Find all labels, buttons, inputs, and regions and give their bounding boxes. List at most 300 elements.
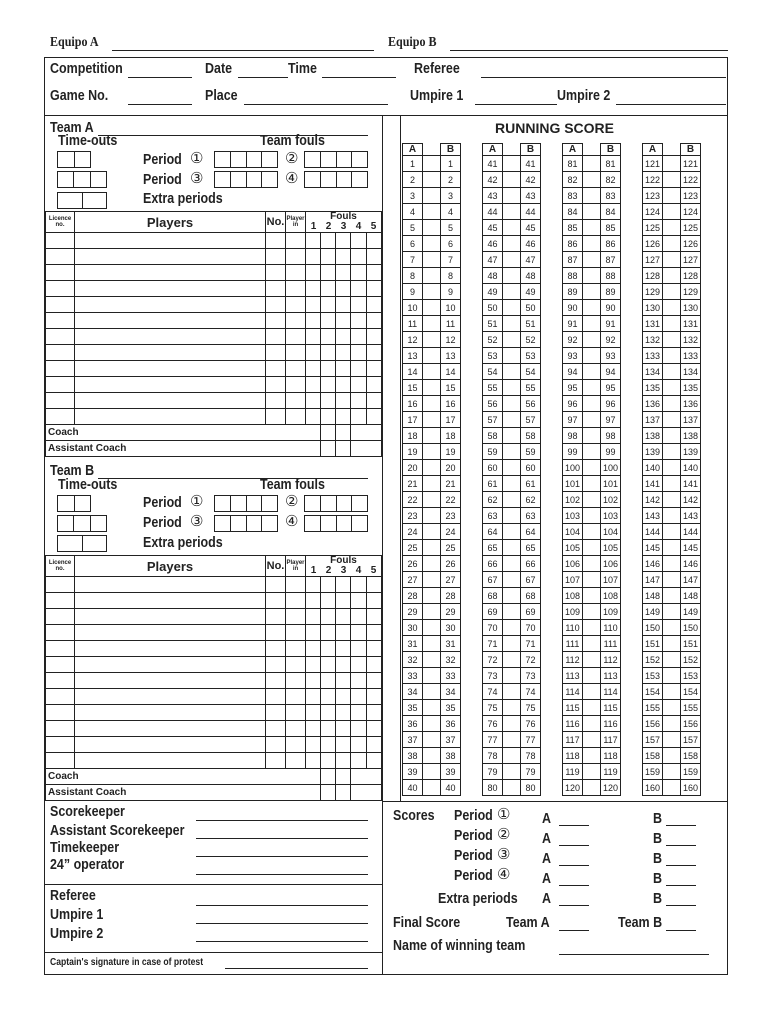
score-a-cell[interactable]: 138: [643, 428, 663, 444]
score-a-cell[interactable]: 7: [403, 252, 423, 268]
player-cell[interactable]: [321, 345, 336, 361]
score-b-cell[interactable]: 39: [441, 764, 461, 780]
score-a-cell[interactable]: 15: [403, 380, 423, 396]
player-cell[interactable]: [75, 393, 266, 409]
score-b-cell[interactable]: 12: [441, 332, 461, 348]
player-cell[interactable]: [75, 689, 266, 705]
score-b-cell[interactable]: 87: [601, 252, 621, 268]
player-cell[interactable]: [266, 625, 286, 641]
score-a-cell[interactable]: 75: [483, 700, 503, 716]
player-cell[interactable]: [75, 721, 266, 737]
player-cell[interactable]: [336, 345, 351, 361]
score-a-cell[interactable]: 47: [483, 252, 503, 268]
player-cell[interactable]: [306, 593, 321, 609]
score-a-field[interactable]: [559, 865, 589, 866]
score-b-cell[interactable]: 115: [601, 700, 621, 716]
player-cell[interactable]: [366, 329, 381, 345]
score-a-cell[interactable]: 93: [563, 348, 583, 364]
score-b-cell[interactable]: 29: [441, 604, 461, 620]
timeout-boxes[interactable]: [57, 171, 107, 188]
score-b-cell[interactable]: 47: [521, 252, 541, 268]
score-a-cell[interactable]: 45: [483, 220, 503, 236]
score-b-cell[interactable]: 25: [441, 540, 461, 556]
score-b-cell[interactable]: 17: [441, 412, 461, 428]
score-a-cell[interactable]: 157: [643, 732, 663, 748]
player-cell[interactable]: [286, 233, 306, 249]
score-b-cell[interactable]: 59: [521, 444, 541, 460]
player-cell[interactable]: [321, 593, 336, 609]
team-a-name-field[interactable]: [98, 135, 368, 136]
score-a-cell[interactable]: 39: [403, 764, 423, 780]
player-cell[interactable]: [306, 609, 321, 625]
score-b-cell[interactable]: 138: [681, 428, 701, 444]
score-b-cell[interactable]: 103: [601, 508, 621, 524]
score-b-cell[interactable]: 98: [601, 428, 621, 444]
score-a-cell[interactable]: 97: [563, 412, 583, 428]
player-cell[interactable]: [336, 673, 351, 689]
score-a-cell[interactable]: 29: [403, 604, 423, 620]
player-row[interactable]: [46, 673, 382, 689]
player-cell[interactable]: [321, 249, 336, 265]
player-cell[interactable]: [266, 705, 286, 721]
score-a-cell[interactable]: 8: [403, 268, 423, 284]
player-cell[interactable]: [75, 737, 266, 753]
scorekeeper-field[interactable]: [196, 820, 368, 821]
score-a-cell[interactable]: 115: [563, 700, 583, 716]
score-b-cell[interactable]: 108: [601, 588, 621, 604]
game-no-field[interactable]: [128, 104, 192, 105]
score-a-cell[interactable]: 129: [643, 284, 663, 300]
score-b-cell[interactable]: 95: [601, 380, 621, 396]
score-b-cell[interactable]: 37: [441, 732, 461, 748]
score-b-cell[interactable]: 23: [441, 508, 461, 524]
coach-row[interactable]: [46, 425, 382, 441]
score-a-cell[interactable]: 24: [403, 524, 423, 540]
fouls-period-2[interactable]: [304, 151, 368, 168]
timeout-boxes[interactable]: [57, 151, 91, 168]
score-b-cell[interactable]: 53: [521, 348, 541, 364]
score-a-cell[interactable]: 130: [643, 300, 663, 316]
score-b-cell[interactable]: 11: [441, 316, 461, 332]
score-b-cell[interactable]: 117: [601, 732, 621, 748]
final-team-a-field[interactable]: [559, 930, 589, 931]
score-a-cell[interactable]: 23: [403, 508, 423, 524]
player-cell[interactable]: [286, 313, 306, 329]
player-cell[interactable]: [286, 249, 306, 265]
player-row[interactable]: [46, 737, 382, 753]
score-a-cell[interactable]: 127: [643, 252, 663, 268]
score-a-cell[interactable]: 131: [643, 316, 663, 332]
score-a-cell[interactable]: 111: [563, 636, 583, 652]
score-b-cell[interactable]: 71: [521, 636, 541, 652]
score-a-cell[interactable]: 140: [643, 460, 663, 476]
player-cell[interactable]: [351, 721, 366, 737]
score-b-cell[interactable]: 60: [521, 460, 541, 476]
score-a-cell[interactable]: 62: [483, 492, 503, 508]
player-cell[interactable]: [336, 705, 351, 721]
player-cell[interactable]: [366, 753, 381, 769]
player-cell[interactable]: [336, 577, 351, 593]
player-cell[interactable]: [46, 313, 75, 329]
player-row[interactable]: [46, 281, 382, 297]
score-a-cell[interactable]: 102: [563, 492, 583, 508]
score-a-cell[interactable]: 5: [403, 220, 423, 236]
player-cell[interactable]: [336, 361, 351, 377]
score-a-cell[interactable]: 104: [563, 524, 583, 540]
player-cell[interactable]: [351, 737, 366, 753]
score-b-cell[interactable]: 14: [441, 364, 461, 380]
score-a-cell[interactable]: 147: [643, 572, 663, 588]
player-cell[interactable]: [336, 721, 351, 737]
player-cell[interactable]: [286, 393, 306, 409]
score-b-cell[interactable]: 139: [681, 444, 701, 460]
score-a-cell[interactable]: 133: [643, 348, 663, 364]
player-cell[interactable]: [366, 409, 381, 425]
player-cell[interactable]: [286, 625, 306, 641]
score-a-cell[interactable]: 139: [643, 444, 663, 460]
player-cell[interactable]: [75, 409, 266, 425]
player-cell[interactable]: [336, 753, 351, 769]
score-b-cell[interactable]: 69: [521, 604, 541, 620]
player-row[interactable]: [46, 593, 382, 609]
score-b-field[interactable]: [666, 825, 696, 826]
score-a-cell[interactable]: 59: [483, 444, 503, 460]
score-b-cell[interactable]: 93: [601, 348, 621, 364]
score-b-cell[interactable]: 24: [441, 524, 461, 540]
player-cell[interactable]: [321, 689, 336, 705]
timeout-boxes[interactable]: [57, 515, 107, 532]
score-a-cell[interactable]: 14: [403, 364, 423, 380]
player-cell[interactable]: [286, 361, 306, 377]
player-cell[interactable]: [306, 393, 321, 409]
score-b-cell[interactable]: 66: [521, 556, 541, 572]
player-cell[interactable]: [46, 345, 75, 361]
player-cell[interactable]: [75, 313, 266, 329]
score-a-cell[interactable]: 148: [643, 588, 663, 604]
player-cell[interactable]: [336, 249, 351, 265]
score-b-cell[interactable]: 65: [521, 540, 541, 556]
player-cell[interactable]: [336, 329, 351, 345]
score-a-cell[interactable]: 9: [403, 284, 423, 300]
player-cell[interactable]: [286, 281, 306, 297]
score-a-cell[interactable]: 125: [643, 220, 663, 236]
score-b-cell[interactable]: 156: [681, 716, 701, 732]
score-a-cell[interactable]: 103: [563, 508, 583, 524]
score-a-cell[interactable]: 56: [483, 396, 503, 412]
score-b-cell[interactable]: 128: [681, 268, 701, 284]
player-cell[interactable]: [46, 249, 75, 265]
score-a-cell[interactable]: 87: [563, 252, 583, 268]
score-a-cell[interactable]: 28: [403, 588, 423, 604]
score-b-cell[interactable]: 16: [441, 396, 461, 412]
player-cell[interactable]: [46, 609, 75, 625]
player-cell[interactable]: [75, 673, 266, 689]
player-cell[interactable]: [266, 641, 286, 657]
player-cell[interactable]: [286, 377, 306, 393]
fouls-period-3[interactable]: [214, 515, 278, 532]
score-a-field[interactable]: [559, 825, 589, 826]
player-row[interactable]: [46, 705, 382, 721]
score-b-cell[interactable]: 100: [601, 460, 621, 476]
score-b-cell[interactable]: 111: [601, 636, 621, 652]
score-b-cell[interactable]: 145: [681, 540, 701, 556]
score-b-cell[interactable]: 6: [441, 236, 461, 252]
player-cell[interactable]: [286, 265, 306, 281]
score-b-cell[interactable]: 63: [521, 508, 541, 524]
score-a-cell[interactable]: 74: [483, 684, 503, 700]
player-cell[interactable]: [46, 361, 75, 377]
player-cell[interactable]: [75, 641, 266, 657]
score-b-cell[interactable]: 40: [441, 780, 461, 796]
score-b-cell[interactable]: 129: [681, 284, 701, 300]
player-cell[interactable]: [321, 233, 336, 249]
score-b-cell[interactable]: 21: [441, 476, 461, 492]
score-a-cell[interactable]: 79: [483, 764, 503, 780]
player-cell[interactable]: [351, 361, 366, 377]
score-a-cell[interactable]: 1: [403, 156, 423, 172]
score-b-cell[interactable]: 141: [681, 476, 701, 492]
score-a-cell[interactable]: 34: [403, 684, 423, 700]
score-a-cell[interactable]: 11: [403, 316, 423, 332]
player-cell[interactable]: [321, 329, 336, 345]
score-b-cell[interactable]: 91: [601, 316, 621, 332]
referee-field[interactable]: [481, 77, 726, 78]
player-cell[interactable]: [336, 265, 351, 281]
player-cell[interactable]: [266, 737, 286, 753]
score-a-cell[interactable]: 121: [643, 156, 663, 172]
player-cell[interactable]: [351, 593, 366, 609]
player-row[interactable]: [46, 345, 382, 361]
score-a-cell[interactable]: 16: [403, 396, 423, 412]
final-team-b-field[interactable]: [666, 930, 696, 931]
score-a-cell[interactable]: 58: [483, 428, 503, 444]
score-b-cell[interactable]: 94: [601, 364, 621, 380]
score-b-cell[interactable]: 57: [521, 412, 541, 428]
player-cell[interactable]: [46, 233, 75, 249]
player-cell[interactable]: [286, 641, 306, 657]
player-cell[interactable]: [266, 361, 286, 377]
score-a-cell[interactable]: 35: [403, 700, 423, 716]
score-a-cell[interactable]: 81: [563, 156, 583, 172]
player-cell[interactable]: [366, 281, 381, 297]
score-a-cell[interactable]: 158: [643, 748, 663, 764]
timeout-boxes[interactable]: [57, 535, 107, 552]
player-cell[interactable]: [46, 737, 75, 753]
player-cell[interactable]: [266, 721, 286, 737]
score-b-cell[interactable]: 102: [601, 492, 621, 508]
score-b-cell[interactable]: 56: [521, 396, 541, 412]
score-b-cell[interactable]: 143: [681, 508, 701, 524]
player-cell[interactable]: [366, 737, 381, 753]
score-a-cell[interactable]: 57: [483, 412, 503, 428]
player-cell[interactable]: [46, 393, 75, 409]
player-cell[interactable]: [366, 313, 381, 329]
score-a-cell[interactable]: 91: [563, 316, 583, 332]
score-a-cell[interactable]: 145: [643, 540, 663, 556]
player-cell[interactable]: [75, 705, 266, 721]
score-b-cell[interactable]: 70: [521, 620, 541, 636]
score-a-cell[interactable]: 86: [563, 236, 583, 252]
player-cell[interactable]: [46, 721, 75, 737]
score-a-cell[interactable]: 99: [563, 444, 583, 460]
score-b-cell[interactable]: 86: [601, 236, 621, 252]
player-row[interactable]: [46, 609, 382, 625]
player-cell[interactable]: [321, 377, 336, 393]
player-row[interactable]: [46, 249, 382, 265]
score-b-cell[interactable]: 20: [441, 460, 461, 476]
score-a-cell[interactable]: 141: [643, 476, 663, 492]
score-b-cell[interactable]: 146: [681, 556, 701, 572]
player-cell[interactable]: [286, 673, 306, 689]
score-a-cell[interactable]: 143: [643, 508, 663, 524]
date-field[interactable]: [238, 77, 288, 78]
score-b-cell[interactable]: 45: [521, 220, 541, 236]
score-a-cell[interactable]: 84: [563, 204, 583, 220]
score-b-cell[interactable]: 154: [681, 684, 701, 700]
score-b-cell[interactable]: 33: [441, 668, 461, 684]
place-field[interactable]: [244, 104, 388, 105]
score-a-cell[interactable]: 54: [483, 364, 503, 380]
player-row[interactable]: [46, 297, 382, 313]
score-b-cell[interactable]: 43: [521, 188, 541, 204]
score-b-cell[interactable]: 34: [441, 684, 461, 700]
score-b-cell[interactable]: 81: [601, 156, 621, 172]
score-b-cell[interactable]: 35: [441, 700, 461, 716]
player-cell[interactable]: [46, 265, 75, 281]
player-cell[interactable]: [306, 409, 321, 425]
player-cell[interactable]: [351, 249, 366, 265]
score-a-cell[interactable]: 31: [403, 636, 423, 652]
score-a-cell[interactable]: 10: [403, 300, 423, 316]
player-cell[interactable]: [266, 393, 286, 409]
score-a-cell[interactable]: 113: [563, 668, 583, 684]
player-cell[interactable]: [75, 329, 266, 345]
score-b-cell[interactable]: 109: [601, 604, 621, 620]
score-a-cell[interactable]: 78: [483, 748, 503, 764]
score-a-cell[interactable]: 151: [643, 636, 663, 652]
score-b-field[interactable]: [666, 885, 696, 886]
player-cell[interactable]: [306, 721, 321, 737]
score-a-cell[interactable]: 106: [563, 556, 583, 572]
player-cell[interactable]: [351, 233, 366, 249]
player-cell[interactable]: [46, 377, 75, 393]
score-a-cell[interactable]: 128: [643, 268, 663, 284]
score-b-cell[interactable]: 112: [601, 652, 621, 668]
score-a-cell[interactable]: 80: [483, 780, 503, 796]
score-a-cell[interactable]: 36: [403, 716, 423, 732]
player-cell[interactable]: [336, 377, 351, 393]
score-b-cell[interactable]: 158: [681, 748, 701, 764]
player-cell[interactable]: [351, 705, 366, 721]
player-cell[interactable]: [351, 673, 366, 689]
score-a-cell[interactable]: 137: [643, 412, 663, 428]
fouls-period-4[interactable]: [304, 171, 368, 188]
player-cell[interactable]: [366, 265, 381, 281]
score-b-cell[interactable]: 107: [601, 572, 621, 588]
player-cell[interactable]: [321, 705, 336, 721]
player-row[interactable]: [46, 689, 382, 705]
player-cell[interactable]: [266, 265, 286, 281]
score-b-cell[interactable]: 2: [441, 172, 461, 188]
score-b-cell[interactable]: 121: [681, 156, 701, 172]
score-b-cell[interactable]: 13: [441, 348, 461, 364]
score-a-cell[interactable]: 153: [643, 668, 663, 684]
player-cell[interactable]: [321, 657, 336, 673]
score-b-cell[interactable]: 133: [681, 348, 701, 364]
player-cell[interactable]: [306, 657, 321, 673]
score-b-cell[interactable]: 61: [521, 476, 541, 492]
score-a-cell[interactable]: 38: [403, 748, 423, 764]
score-a-cell[interactable]: 43: [483, 188, 503, 204]
score-a-cell[interactable]: 30: [403, 620, 423, 636]
score-b-cell[interactable]: 49: [521, 284, 541, 300]
player-cell[interactable]: [286, 345, 306, 361]
score-b-cell[interactable]: 92: [601, 332, 621, 348]
player-cell[interactable]: [366, 593, 381, 609]
score-b-cell[interactable]: 74: [521, 684, 541, 700]
score-a-cell[interactable]: 126: [643, 236, 663, 252]
score-b-cell[interactable]: 78: [521, 748, 541, 764]
score-b-cell[interactable]: 126: [681, 236, 701, 252]
score-b-cell[interactable]: 104: [601, 524, 621, 540]
player-cell[interactable]: [75, 233, 266, 249]
player-cell[interactable]: [75, 593, 266, 609]
score-a-cell[interactable]: 146: [643, 556, 663, 572]
score-b-cell[interactable]: 130: [681, 300, 701, 316]
player-cell[interactable]: [46, 673, 75, 689]
player-cell[interactable]: [46, 705, 75, 721]
player-cell[interactable]: [75, 753, 266, 769]
player-cell[interactable]: [321, 673, 336, 689]
player-cell[interactable]: [266, 249, 286, 265]
score-a-cell[interactable]: 70: [483, 620, 503, 636]
player-cell[interactable]: [366, 721, 381, 737]
timeout-boxes[interactable]: [57, 192, 107, 209]
player-cell[interactable]: [286, 721, 306, 737]
score-b-field[interactable]: [666, 845, 696, 846]
score-a-cell[interactable]: 144: [643, 524, 663, 540]
player-row[interactable]: [46, 361, 382, 377]
score-a-cell[interactable]: 4: [403, 204, 423, 220]
winning-team-field[interactable]: [559, 954, 709, 955]
player-cell[interactable]: [351, 641, 366, 657]
player-cell[interactable]: [336, 297, 351, 313]
player-cell[interactable]: [366, 673, 381, 689]
fouls-period-1[interactable]: [214, 151, 278, 168]
player-cell[interactable]: [321, 577, 336, 593]
player-cell[interactable]: [366, 361, 381, 377]
player-cell[interactable]: [351, 625, 366, 641]
team-b-name-field[interactable]: [98, 478, 368, 479]
score-b-cell[interactable]: 152: [681, 652, 701, 668]
score-a-cell[interactable]: 37: [403, 732, 423, 748]
score-b-cell[interactable]: 72: [521, 652, 541, 668]
extra-b-field[interactable]: [666, 905, 696, 906]
score-b-cell[interactable]: 151: [681, 636, 701, 652]
player-cell[interactable]: [321, 281, 336, 297]
player-cell[interactable]: [366, 377, 381, 393]
score-a-cell[interactable]: 63: [483, 508, 503, 524]
score-b-cell[interactable]: 7: [441, 252, 461, 268]
score-b-cell[interactable]: 97: [601, 412, 621, 428]
score-b-cell[interactable]: 114: [601, 684, 621, 700]
player-cell[interactable]: [321, 721, 336, 737]
score-a-cell[interactable]: 25: [403, 540, 423, 556]
score-a-cell[interactable]: 27: [403, 572, 423, 588]
score-a-cell[interactable]: 120: [563, 780, 583, 796]
player-cell[interactable]: [306, 345, 321, 361]
player-cell[interactable]: [321, 297, 336, 313]
